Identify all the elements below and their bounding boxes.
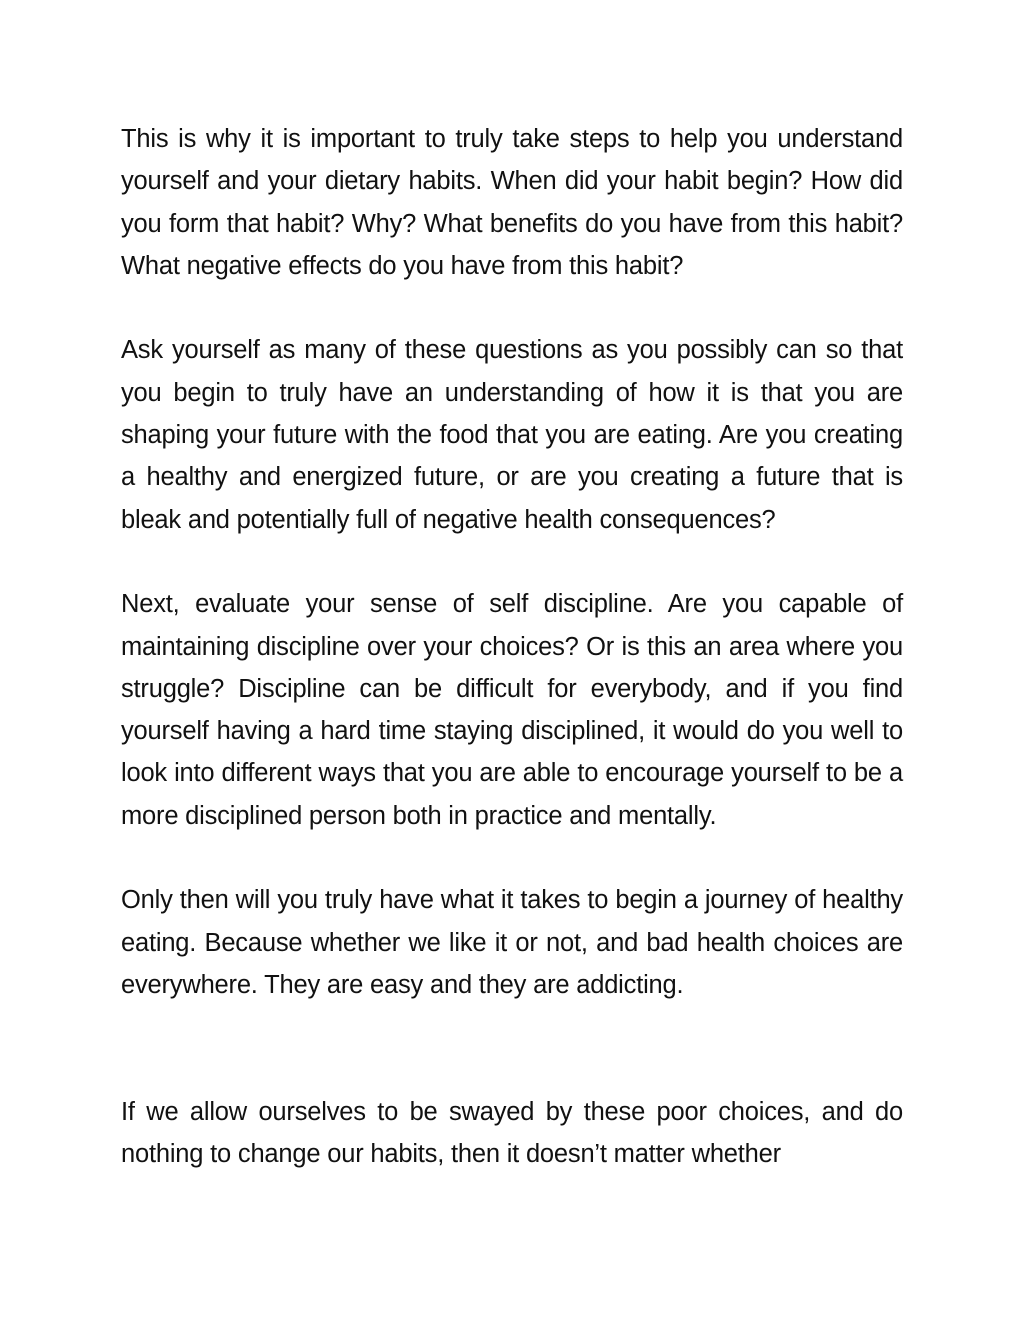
paragraph-poor-choices: If we allow ourselves to be swayed by these poor choices, and do nothing to change our habits, then it doesn’t matter whether <box>121 1097 903 1169</box>
paragraph-ask-questions: Ask yourself as many of these questions as you possibly can so that you begin to truly have an understanding of how it is that you are shaping your future with the food that you are eating. Are you creating a healthy and energized future, or are you creating a future that is bleak and potentially full of negative health consequences? <box>121 336 903 534</box>
paragraph-healthy-eating: Only then will you truly have what it takes to begin a journey of healthy eating. Because whether we like it or not, and bad health choices are everywhere. They are easy and they are addicting. <box>121 886 903 999</box>
paragraph-self-discipline: Next, evaluate your sense of self discipline. Are you capable of maintaining discipline over your choices? Or is this an area where you struggle? Discipline can be difficult for everybody, and if you find yourself having a hard time staying disciplined, it would do you well to look into different ways that you are able to encourage yourself to be a more disciplined person both in practice and mentally. <box>121 590 903 830</box>
paragraph-self-understanding: This is why it is important to truly take steps to help you understand yourself and your dietary habits. When did your habit begin? How did you form that habit? Why? What benefits do you have from this habit? What negative effects do you have from this habit? <box>121 125 903 280</box>
document-page <box>121 118 903 1218</box>
